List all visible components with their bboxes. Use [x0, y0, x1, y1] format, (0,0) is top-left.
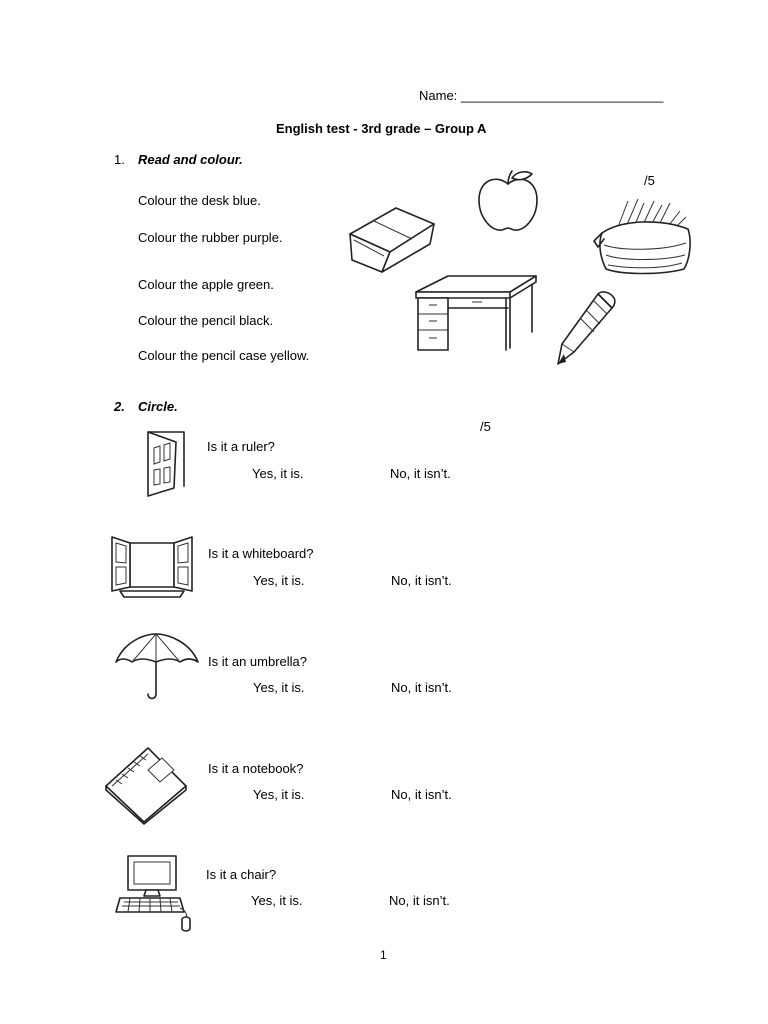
instruction-apple: Colour the apple green. [138, 277, 274, 292]
pencil-icon [554, 290, 618, 368]
section1-title: Read and colour. [138, 152, 243, 167]
page-number: 1 [380, 948, 387, 962]
answer-yes-4[interactable]: Yes, it is. [253, 787, 305, 802]
section2-score: /5 [480, 419, 491, 434]
computer-icon [110, 854, 196, 936]
page-title: English test - 3rd grade – Group A [276, 121, 487, 136]
umbrella-icon [114, 632, 200, 702]
instruction-rubber: Colour the rubber purple. [138, 230, 283, 245]
question-5: Is it a chair? [206, 867, 277, 882]
notebook-icon [102, 744, 188, 824]
answer-no-1[interactable]: No, it isn’t. [390, 466, 451, 481]
instruction-desk: Colour the desk blue. [138, 193, 261, 208]
section1-score: /5 [644, 173, 655, 188]
answer-yes-5[interactable]: Yes, it is. [251, 893, 303, 908]
section2-title: Circle. [138, 399, 178, 414]
desk-icon [412, 274, 538, 354]
window-icon [108, 535, 196, 601]
apple-icon [474, 168, 542, 234]
name-field-label: Name: ____________________________ [419, 88, 664, 103]
answer-no-4[interactable]: No, it isn’t. [391, 787, 452, 802]
question-1: Is it a ruler? [207, 439, 275, 454]
door-icon [142, 428, 188, 498]
instruction-pencil: Colour the pencil black. [138, 313, 274, 328]
answer-no-2[interactable]: No, it isn’t. [391, 573, 452, 588]
answer-yes-2[interactable]: Yes, it is. [253, 573, 305, 588]
instruction-pencil-case: Colour the pencil case yellow. [138, 348, 310, 363]
question-4: Is it a notebook? [208, 761, 304, 776]
eraser-icon [346, 200, 440, 276]
question-2: Is it a whiteboard? [208, 546, 314, 561]
section1-number: 1. [114, 152, 125, 167]
answer-yes-1[interactable]: Yes, it is. [252, 466, 304, 481]
answer-no-3[interactable]: No, it isn’t. [391, 680, 452, 695]
pencil-case-icon [592, 197, 696, 277]
section2-number: 2. [114, 399, 125, 414]
answer-no-5[interactable]: No, it isn’t. [389, 893, 450, 908]
question-3: Is it an umbrella? [208, 654, 307, 669]
answer-yes-3[interactable]: Yes, it is. [253, 680, 305, 695]
